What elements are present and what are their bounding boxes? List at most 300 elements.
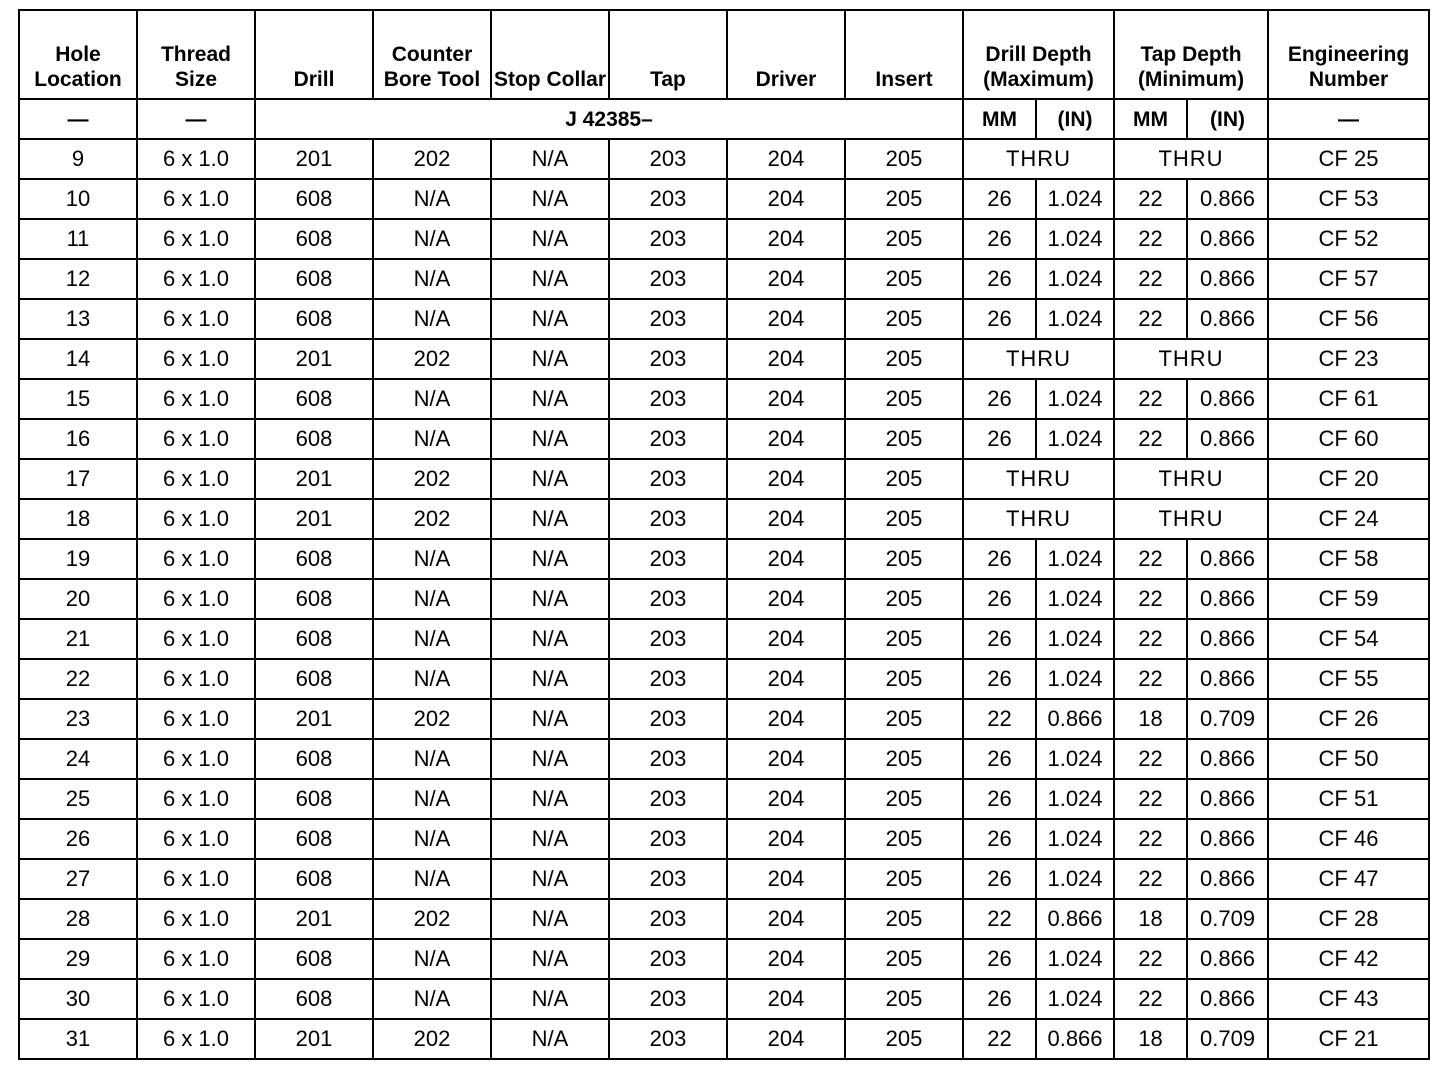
cell-insert: 205	[845, 779, 963, 819]
cell-engineering-number: CF 54	[1268, 619, 1429, 659]
subheader-tool-kit: J 42385–	[255, 99, 963, 139]
cell-tap-depth-in: 0.866	[1187, 619, 1268, 659]
header-drill: Drill	[255, 10, 373, 99]
cell-engineering-number: CF 52	[1268, 219, 1429, 259]
table-row	[19, 339, 1429, 379]
table-row	[19, 419, 1429, 459]
cell-drill-depth-in: 0.866	[1036, 699, 1114, 739]
header-counter-bore-tool: Counter Bore Tool	[373, 10, 491, 99]
cell-drill-depth-in: 1.024	[1036, 419, 1114, 459]
cell-drill: 201	[255, 899, 373, 939]
cell-driver: 204	[727, 379, 845, 419]
table-row	[19, 139, 1429, 179]
cell-tap-depth-mm: 18	[1114, 699, 1187, 739]
cell-drill: 608	[255, 259, 373, 299]
cell-insert: 205	[845, 539, 963, 579]
cell-tap-depth-mm: 22	[1114, 179, 1187, 219]
table-row	[19, 499, 1429, 539]
cell-stop-collar: N/A	[491, 179, 609, 219]
cell-drill-depth-in: 1.024	[1036, 299, 1114, 339]
cell-drill: 608	[255, 579, 373, 619]
cell-drill-depth-thru: THRU	[963, 139, 1114, 179]
cell-drill-depth-mm: 26	[963, 819, 1036, 859]
cell-counter-bore-tool: N/A	[373, 779, 491, 819]
cell-hole-location: 26	[19, 819, 137, 859]
cell-counter-bore-tool: N/A	[373, 859, 491, 899]
cell-tap: 203	[609, 939, 727, 979]
cell-tap-depth-in: 0.866	[1187, 419, 1268, 459]
cell-insert: 205	[845, 739, 963, 779]
cell-stop-collar: N/A	[491, 219, 609, 259]
cell-tap: 203	[609, 379, 727, 419]
cell-thread-size: 6 x 1.0	[137, 539, 255, 579]
cell-tap-depth-mm: 22	[1114, 939, 1187, 979]
header-tap-depth: Tap Depth (Minimum)	[1114, 10, 1268, 99]
cell-thread-size: 6 x 1.0	[137, 819, 255, 859]
cell-insert: 205	[845, 419, 963, 459]
cell-tap-depth-in: 0.709	[1187, 1019, 1268, 1059]
cell-engineering-number: CF 43	[1268, 979, 1429, 1019]
table-body	[19, 139, 1429, 1059]
cell-drill-depth-in: 1.024	[1036, 259, 1114, 299]
cell-drill: 201	[255, 499, 373, 539]
cell-tap-depth-thru: THRU	[1114, 339, 1268, 379]
cell-drill-depth-mm: 26	[963, 219, 1036, 259]
cell-thread-size: 6 x 1.0	[137, 739, 255, 779]
cell-engineering-number: CF 23	[1268, 339, 1429, 379]
cell-drill-depth-mm: 26	[963, 979, 1036, 1019]
cell-tap: 203	[609, 659, 727, 699]
cell-thread-size: 6 x 1.0	[137, 459, 255, 499]
cell-thread-size: 6 x 1.0	[137, 179, 255, 219]
cell-driver: 204	[727, 219, 845, 259]
cell-drill-depth-in: 1.024	[1036, 619, 1114, 659]
cell-drill-depth-thru: THRU	[963, 339, 1114, 379]
cell-tap: 203	[609, 619, 727, 659]
cell-tap: 203	[609, 539, 727, 579]
cell-drill: 201	[255, 699, 373, 739]
cell-tap-depth-in: 0.866	[1187, 219, 1268, 259]
cell-hole-location: 30	[19, 979, 137, 1019]
cell-hole-location: 23	[19, 699, 137, 739]
cell-thread-size: 6 x 1.0	[137, 219, 255, 259]
cell-thread-size: 6 x 1.0	[137, 899, 255, 939]
cell-drill: 201	[255, 139, 373, 179]
cell-counter-bore-tool: N/A	[373, 819, 491, 859]
cell-thread-size: 6 x 1.0	[137, 259, 255, 299]
cell-hole-location: 9	[19, 139, 137, 179]
cell-engineering-number: CF 46	[1268, 819, 1429, 859]
table-row	[19, 939, 1429, 979]
cell-hole-location: 31	[19, 1019, 137, 1059]
cell-drill-depth-in: 1.024	[1036, 819, 1114, 859]
cell-drill-depth-in: 1.024	[1036, 939, 1114, 979]
cell-hole-location: 16	[19, 419, 137, 459]
cell-drill: 201	[255, 339, 373, 379]
cell-counter-bore-tool: N/A	[373, 979, 491, 1019]
cell-thread-size: 6 x 1.0	[137, 499, 255, 539]
cell-drill-depth-mm: 26	[963, 379, 1036, 419]
cell-driver: 204	[727, 259, 845, 299]
table-row	[19, 539, 1429, 579]
subheader-hole-location: —	[19, 99, 137, 139]
cell-stop-collar: N/A	[491, 259, 609, 299]
cell-driver: 204	[727, 659, 845, 699]
cell-drill-depth-in: 1.024	[1036, 659, 1114, 699]
cell-driver: 204	[727, 539, 845, 579]
cell-drill-depth-in: 1.024	[1036, 179, 1114, 219]
header-tap: Tap	[609, 10, 727, 99]
cell-tap-depth-mm: 22	[1114, 379, 1187, 419]
cell-counter-bore-tool: N/A	[373, 939, 491, 979]
cell-tap-depth-in: 0.866	[1187, 859, 1268, 899]
table-row	[19, 899, 1429, 939]
cell-tap: 203	[609, 259, 727, 299]
cell-hole-location: 21	[19, 619, 137, 659]
cell-insert: 205	[845, 619, 963, 659]
cell-drill: 201	[255, 459, 373, 499]
cell-stop-collar: N/A	[491, 1019, 609, 1059]
cell-insert: 205	[845, 899, 963, 939]
cell-thread-size: 6 x 1.0	[137, 1019, 255, 1059]
cell-engineering-number: CF 25	[1268, 139, 1429, 179]
cell-counter-bore-tool: N/A	[373, 259, 491, 299]
cell-counter-bore-tool: 202	[373, 1019, 491, 1059]
cell-drill-depth-in: 1.024	[1036, 539, 1114, 579]
cell-drill-depth-mm: 26	[963, 939, 1036, 979]
cell-tap-depth-mm: 22	[1114, 619, 1187, 659]
cell-thread-size: 6 x 1.0	[137, 299, 255, 339]
header-engineering-number: Engineering Number	[1268, 10, 1429, 99]
cell-stop-collar: N/A	[491, 659, 609, 699]
cell-drill-depth-mm: 26	[963, 179, 1036, 219]
table-row	[19, 659, 1429, 699]
cell-driver: 204	[727, 139, 845, 179]
cell-hole-location: 14	[19, 339, 137, 379]
cell-driver: 204	[727, 1019, 845, 1059]
cell-tap-depth-mm: 22	[1114, 219, 1187, 259]
table-row	[19, 1019, 1429, 1059]
cell-stop-collar: N/A	[491, 819, 609, 859]
cell-counter-bore-tool: N/A	[373, 179, 491, 219]
cell-thread-size: 6 x 1.0	[137, 419, 255, 459]
table-row	[19, 979, 1429, 1019]
cell-thread-size: 6 x 1.0	[137, 699, 255, 739]
cell-engineering-number: CF 57	[1268, 259, 1429, 299]
cell-stop-collar: N/A	[491, 339, 609, 379]
cell-drill-depth-in: 1.024	[1036, 859, 1114, 899]
table-row	[19, 459, 1429, 499]
cell-counter-bore-tool: N/A	[373, 219, 491, 259]
cell-tap-depth-in: 0.866	[1187, 819, 1268, 859]
table-row	[19, 699, 1429, 739]
cell-hole-location: 27	[19, 859, 137, 899]
cell-driver: 204	[727, 699, 845, 739]
cell-driver: 204	[727, 779, 845, 819]
cell-counter-bore-tool: N/A	[373, 379, 491, 419]
cell-tap-depth-in: 0.866	[1187, 579, 1268, 619]
cell-tap: 203	[609, 219, 727, 259]
cell-tap-depth-in: 0.866	[1187, 179, 1268, 219]
cell-insert: 205	[845, 259, 963, 299]
cell-tap-depth-mm: 18	[1114, 899, 1187, 939]
cell-drill-depth-mm: 22	[963, 1019, 1036, 1059]
header-stop-collar: Stop Collar	[491, 10, 609, 99]
cell-stop-collar: N/A	[491, 419, 609, 459]
cell-counter-bore-tool: 202	[373, 459, 491, 499]
cell-drill-depth-thru: THRU	[963, 459, 1114, 499]
cell-hole-location: 19	[19, 539, 137, 579]
cell-thread-size: 6 x 1.0	[137, 659, 255, 699]
cell-tap-depth-mm: 22	[1114, 859, 1187, 899]
cell-engineering-number: CF 58	[1268, 539, 1429, 579]
cell-tap-depth-in: 0.709	[1187, 699, 1268, 739]
cell-drill-depth-in: 1.024	[1036, 739, 1114, 779]
header-thread-size: Thread Size	[137, 10, 255, 99]
cell-tap-depth-in: 0.866	[1187, 259, 1268, 299]
cell-thread-size: 6 x 1.0	[137, 859, 255, 899]
cell-tap-depth-in: 0.866	[1187, 779, 1268, 819]
cell-stop-collar: N/A	[491, 699, 609, 739]
table-row	[19, 259, 1429, 299]
cell-counter-bore-tool: 202	[373, 699, 491, 739]
cell-engineering-number: CF 60	[1268, 419, 1429, 459]
cell-engineering-number: CF 24	[1268, 499, 1429, 539]
cell-tap: 203	[609, 779, 727, 819]
cell-stop-collar: N/A	[491, 939, 609, 979]
cell-counter-bore-tool: N/A	[373, 419, 491, 459]
header-row	[19, 10, 1429, 99]
cell-hole-location: 24	[19, 739, 137, 779]
cell-drill-depth-in: 1.024	[1036, 219, 1114, 259]
cell-insert: 205	[845, 179, 963, 219]
cell-tap-depth-in: 0.709	[1187, 899, 1268, 939]
cell-stop-collar: N/A	[491, 899, 609, 939]
cell-counter-bore-tool: N/A	[373, 299, 491, 339]
cell-drill-depth-mm: 26	[963, 779, 1036, 819]
cell-engineering-number: CF 61	[1268, 379, 1429, 419]
cell-drill: 608	[255, 939, 373, 979]
cell-hole-location: 29	[19, 939, 137, 979]
header-hole-location: Hole Location	[19, 10, 137, 99]
cell-thread-size: 6 x 1.0	[137, 779, 255, 819]
tool-specification-table	[18, 9, 1430, 1060]
cell-insert: 205	[845, 979, 963, 1019]
cell-tap-depth-in: 0.866	[1187, 979, 1268, 1019]
cell-tap: 203	[609, 499, 727, 539]
cell-drill-depth-mm: 26	[963, 579, 1036, 619]
cell-tap: 203	[609, 419, 727, 459]
cell-drill-depth-in: 1.024	[1036, 379, 1114, 419]
table-row	[19, 819, 1429, 859]
cell-driver: 204	[727, 179, 845, 219]
cell-stop-collar: N/A	[491, 299, 609, 339]
cell-tap-depth-in: 0.866	[1187, 939, 1268, 979]
subheader-thread-size: —	[137, 99, 255, 139]
cell-drill: 608	[255, 779, 373, 819]
cell-tap-depth-mm: 22	[1114, 779, 1187, 819]
cell-drill: 608	[255, 739, 373, 779]
cell-driver: 204	[727, 419, 845, 459]
table-row	[19, 619, 1429, 659]
cell-drill: 608	[255, 539, 373, 579]
cell-thread-size: 6 x 1.0	[137, 939, 255, 979]
cell-tap: 203	[609, 699, 727, 739]
cell-tap-depth-in: 0.866	[1187, 739, 1268, 779]
cell-hole-location: 12	[19, 259, 137, 299]
cell-stop-collar: N/A	[491, 139, 609, 179]
cell-drill: 608	[255, 299, 373, 339]
cell-insert: 205	[845, 379, 963, 419]
cell-thread-size: 6 x 1.0	[137, 979, 255, 1019]
cell-drill-depth-thru: THRU	[963, 499, 1114, 539]
cell-tap-depth-mm: 22	[1114, 259, 1187, 299]
cell-thread-size: 6 x 1.0	[137, 339, 255, 379]
table-row	[19, 859, 1429, 899]
cell-insert: 205	[845, 939, 963, 979]
cell-engineering-number: CF 55	[1268, 659, 1429, 699]
cell-drill: 608	[255, 219, 373, 259]
subheader-engineering-number: —	[1268, 99, 1429, 139]
cell-drill-depth-in: 1.024	[1036, 979, 1114, 1019]
cell-thread-size: 6 x 1.0	[137, 579, 255, 619]
cell-insert: 205	[845, 459, 963, 499]
cell-drill-depth-mm: 26	[963, 419, 1036, 459]
subheader-row	[19, 99, 1429, 139]
cell-tap-depth-in: 0.866	[1187, 659, 1268, 699]
cell-tap-depth-mm: 22	[1114, 979, 1187, 1019]
cell-tap: 203	[609, 899, 727, 939]
cell-tap-depth-thru: THRU	[1114, 499, 1268, 539]
cell-stop-collar: N/A	[491, 859, 609, 899]
cell-drill-depth-in: 1.024	[1036, 579, 1114, 619]
subheader-tap-mm: MM	[1114, 99, 1187, 139]
cell-tap-depth-mm: 18	[1114, 1019, 1187, 1059]
cell-drill: 608	[255, 859, 373, 899]
cell-insert: 205	[845, 579, 963, 619]
cell-driver: 204	[727, 899, 845, 939]
cell-insert: 205	[845, 339, 963, 379]
cell-driver: 204	[727, 579, 845, 619]
cell-insert: 205	[845, 299, 963, 339]
cell-drill-depth-mm: 26	[963, 619, 1036, 659]
cell-tap: 203	[609, 179, 727, 219]
cell-stop-collar: N/A	[491, 619, 609, 659]
cell-counter-bore-tool: 202	[373, 139, 491, 179]
cell-stop-collar: N/A	[491, 379, 609, 419]
cell-tap: 203	[609, 819, 727, 859]
cell-counter-bore-tool: 202	[373, 499, 491, 539]
cell-hole-location: 18	[19, 499, 137, 539]
subheader-drill-mm: MM	[963, 99, 1036, 139]
cell-driver: 204	[727, 499, 845, 539]
cell-drill-depth-mm: 26	[963, 659, 1036, 699]
cell-thread-size: 6 x 1.0	[137, 619, 255, 659]
cell-driver: 204	[727, 859, 845, 899]
cell-hole-location: 10	[19, 179, 137, 219]
cell-stop-collar: N/A	[491, 779, 609, 819]
cell-drill-depth-mm: 22	[963, 899, 1036, 939]
cell-drill: 608	[255, 619, 373, 659]
cell-tap-depth-thru: THRU	[1114, 139, 1268, 179]
cell-tap: 203	[609, 859, 727, 899]
cell-tap-depth-mm: 22	[1114, 659, 1187, 699]
cell-tap: 203	[609, 339, 727, 379]
cell-engineering-number: CF 47	[1268, 859, 1429, 899]
cell-stop-collar: N/A	[491, 579, 609, 619]
cell-thread-size: 6 x 1.0	[137, 139, 255, 179]
cell-stop-collar: N/A	[491, 979, 609, 1019]
cell-drill: 608	[255, 379, 373, 419]
cell-counter-bore-tool: N/A	[373, 659, 491, 699]
cell-drill-depth-in: 0.866	[1036, 899, 1114, 939]
cell-drill: 608	[255, 979, 373, 1019]
cell-tap-depth-in: 0.866	[1187, 379, 1268, 419]
cell-driver: 204	[727, 739, 845, 779]
cell-driver: 204	[727, 339, 845, 379]
cell-drill-depth-mm: 26	[963, 299, 1036, 339]
cell-stop-collar: N/A	[491, 539, 609, 579]
cell-hole-location: 20	[19, 579, 137, 619]
cell-drill-depth-mm: 26	[963, 539, 1036, 579]
cell-tap-depth-mm: 22	[1114, 819, 1187, 859]
cell-driver: 204	[727, 619, 845, 659]
table-row	[19, 779, 1429, 819]
cell-engineering-number: CF 26	[1268, 699, 1429, 739]
cell-insert: 205	[845, 859, 963, 899]
table-row	[19, 379, 1429, 419]
cell-driver: 204	[727, 819, 845, 859]
cell-tap-depth-mm: 22	[1114, 419, 1187, 459]
subheader-drill-in: (IN)	[1036, 99, 1114, 139]
table-row	[19, 219, 1429, 259]
cell-insert: 205	[845, 1019, 963, 1059]
table-row	[19, 179, 1429, 219]
cell-tap-depth-mm: 22	[1114, 539, 1187, 579]
cell-counter-bore-tool: N/A	[373, 619, 491, 659]
cell-engineering-number: CF 28	[1268, 899, 1429, 939]
cell-driver: 204	[727, 979, 845, 1019]
cell-counter-bore-tool: N/A	[373, 539, 491, 579]
cell-tap-depth-mm: 22	[1114, 579, 1187, 619]
cell-tap: 203	[609, 739, 727, 779]
cell-insert: 205	[845, 659, 963, 699]
cell-tap: 203	[609, 139, 727, 179]
header-drill-depth: Drill Depth (Maximum)	[963, 10, 1114, 99]
cell-hole-location: 25	[19, 779, 137, 819]
cell-drill: 201	[255, 1019, 373, 1059]
cell-drill: 608	[255, 659, 373, 699]
cell-tap: 203	[609, 579, 727, 619]
cell-drill-depth-mm: 22	[963, 699, 1036, 739]
cell-drill-depth-in: 1.024	[1036, 779, 1114, 819]
table-row	[19, 739, 1429, 779]
cell-engineering-number: CF 42	[1268, 939, 1429, 979]
cell-engineering-number: CF 20	[1268, 459, 1429, 499]
cell-counter-bore-tool: 202	[373, 899, 491, 939]
cell-engineering-number: CF 56	[1268, 299, 1429, 339]
cell-engineering-number: CF 53	[1268, 179, 1429, 219]
cell-drill-depth-in: 0.866	[1036, 1019, 1114, 1059]
cell-engineering-number: CF 59	[1268, 579, 1429, 619]
cell-drill: 608	[255, 179, 373, 219]
table-row	[19, 299, 1429, 339]
cell-driver: 204	[727, 939, 845, 979]
cell-hole-location: 28	[19, 899, 137, 939]
cell-stop-collar: N/A	[491, 739, 609, 779]
subheader-tap-in: (IN)	[1187, 99, 1268, 139]
cell-drill: 608	[255, 419, 373, 459]
